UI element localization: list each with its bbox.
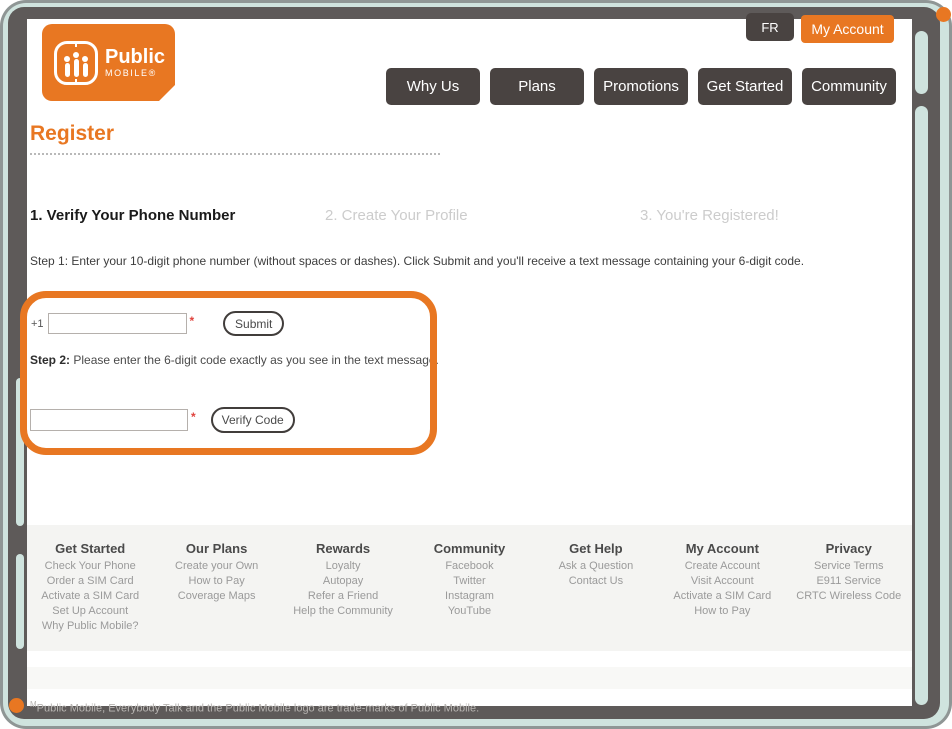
footer-column-title: Rewards: [315, 541, 371, 556]
right-scrollbar-thumb[interactable]: [915, 106, 928, 705]
decorative-dot: [936, 7, 951, 22]
footer-columns: [27, 541, 912, 651]
nav-community[interactable]: Community: [802, 68, 896, 105]
footer-column-title: Community: [433, 541, 506, 556]
footer-link-twitter[interactable]: Twitter: [453, 575, 486, 587]
footer-link-contact-us[interactable]: Contact Us: [568, 575, 624, 587]
footer-link-help-the-community[interactable]: Help the Community: [293, 605, 393, 617]
submit-button[interactable]: Submit: [223, 311, 284, 336]
step-3-you-re-registered: 3. You're Registered!: [640, 207, 779, 224]
footer-link-crtc-wireless-code[interactable]: CRTC Wireless Code: [796, 590, 902, 602]
people-icon: [54, 41, 98, 85]
nav-buttons: [386, 68, 896, 105]
language-toggle-button[interactable]: FR: [746, 13, 794, 41]
logo-name: Public: [105, 46, 166, 68]
trademark-notice: [30, 700, 479, 715]
footer-column-community: [406, 541, 532, 651]
footer-link-facebook[interactable]: Facebook: [445, 560, 494, 572]
footer-column-title: Get Started: [55, 541, 126, 556]
footer-link-youtube[interactable]: YouTube: [447, 605, 492, 617]
footer-column-get-started: [27, 541, 153, 651]
logo-text: [105, 47, 165, 78]
footer-link-set-up-account[interactable]: Set Up Account: [52, 605, 129, 617]
footer-link-create-your-own[interactable]: Create your Own: [175, 560, 259, 572]
logo-subtitle: MOBILE®: [105, 68, 157, 78]
footer-link-autopay[interactable]: Autopay: [322, 575, 364, 587]
required-asterisk: *: [191, 410, 196, 424]
footer-link-visit-account[interactable]: Visit Account: [690, 575, 754, 587]
left-scrollbar-thumb[interactable]: [16, 554, 24, 649]
trademark-text: Public Mobile, Everybody Talk and the Public Mobile logo are trade-marks of Public Mobile.: [36, 702, 480, 715]
footer-link-ask-a-question[interactable]: Ask a Question: [558, 560, 634, 572]
footer-link-coverage-maps[interactable]: Coverage Maps: [177, 590, 256, 602]
step2-text: Please enter the 6-digit code exactly as you see in the text message.: [70, 353, 439, 367]
footer-substrip: [27, 667, 912, 689]
page-title: Register: [30, 122, 440, 155]
footer-link-order-a-sim-card[interactable]: Order a SIM Card: [46, 575, 134, 587]
step-2-create-your-profile: 2. Create Your Profile: [325, 207, 468, 224]
footer-link-refer-a-friend[interactable]: Refer a Friend: [307, 590, 379, 602]
footer-link-create-account[interactable]: Create Account: [684, 560, 760, 572]
person-glyph: [82, 56, 88, 77]
footer-column-privacy: [786, 541, 912, 651]
footer-column-get-help: [533, 541, 659, 651]
step2-label: Step 2:: [30, 353, 71, 367]
nav-plans[interactable]: Plans: [490, 68, 584, 105]
footer-link-why-public-mobile[interactable]: Why Public Mobile?: [41, 620, 139, 632]
footer-link-service-terms[interactable]: Service Terms: [814, 560, 884, 572]
footer-link-how-to-pay[interactable]: How to Pay: [694, 605, 751, 617]
footer-column-title: Privacy: [825, 541, 872, 556]
public-mobile-logo[interactable]: [42, 24, 175, 101]
footer-column-our-plans: [153, 541, 279, 651]
trademark-superscript: M: [30, 700, 37, 709]
footer-column-title: Our Plans: [185, 541, 248, 556]
footer-link-activate-a-sim-card[interactable]: Activate a SIM Card: [41, 590, 140, 602]
phone-prefix-label: +1: [31, 317, 44, 330]
footer-column-my-account: [659, 541, 785, 651]
verify-code-button[interactable]: Verify Code: [211, 407, 295, 433]
footer-link-check-your-phone[interactable]: Check Your Phone: [44, 560, 136, 572]
my-account-button[interactable]: My Account: [801, 15, 894, 43]
footer-column-title: Get Help: [569, 541, 623, 556]
right-scrollbar-thumb[interactable]: [915, 31, 928, 94]
required-asterisk: *: [189, 313, 195, 328]
footer-column-rewards: [280, 541, 406, 651]
nav-promotions[interactable]: Promotions: [594, 68, 688, 105]
step1-instructions: Step 1: Enter your 10-digit phone number (without spaces or dashes). Click Submit and you'll receive a text message containing your 6-digit code.: [30, 254, 805, 268]
footer-link-loyalty[interactable]: Loyalty: [325, 560, 361, 572]
step-1-verify-your-phone-number: 1. Verify Your Phone Number: [30, 207, 236, 224]
decorative-dot: [9, 698, 24, 713]
footer-link-how-to-pay[interactable]: How to Pay: [188, 575, 245, 587]
person-glyph: [64, 56, 70, 77]
footer-link-activate-a-sim-card[interactable]: Activate a SIM Card: [673, 590, 772, 602]
nav-get-started[interactable]: Get Started: [698, 68, 792, 105]
highlight-annotation: [20, 291, 437, 455]
steps: [27, 207, 912, 229]
footer-link-instagram[interactable]: Instagram: [445, 590, 494, 602]
person-glyph: [73, 52, 79, 77]
footer: [27, 525, 912, 651]
nav-why-us[interactable]: Why Us: [386, 68, 480, 105]
footer-link-e911-service[interactable]: E911 Service: [816, 575, 882, 587]
footer-column-title: My Account: [685, 541, 759, 556]
